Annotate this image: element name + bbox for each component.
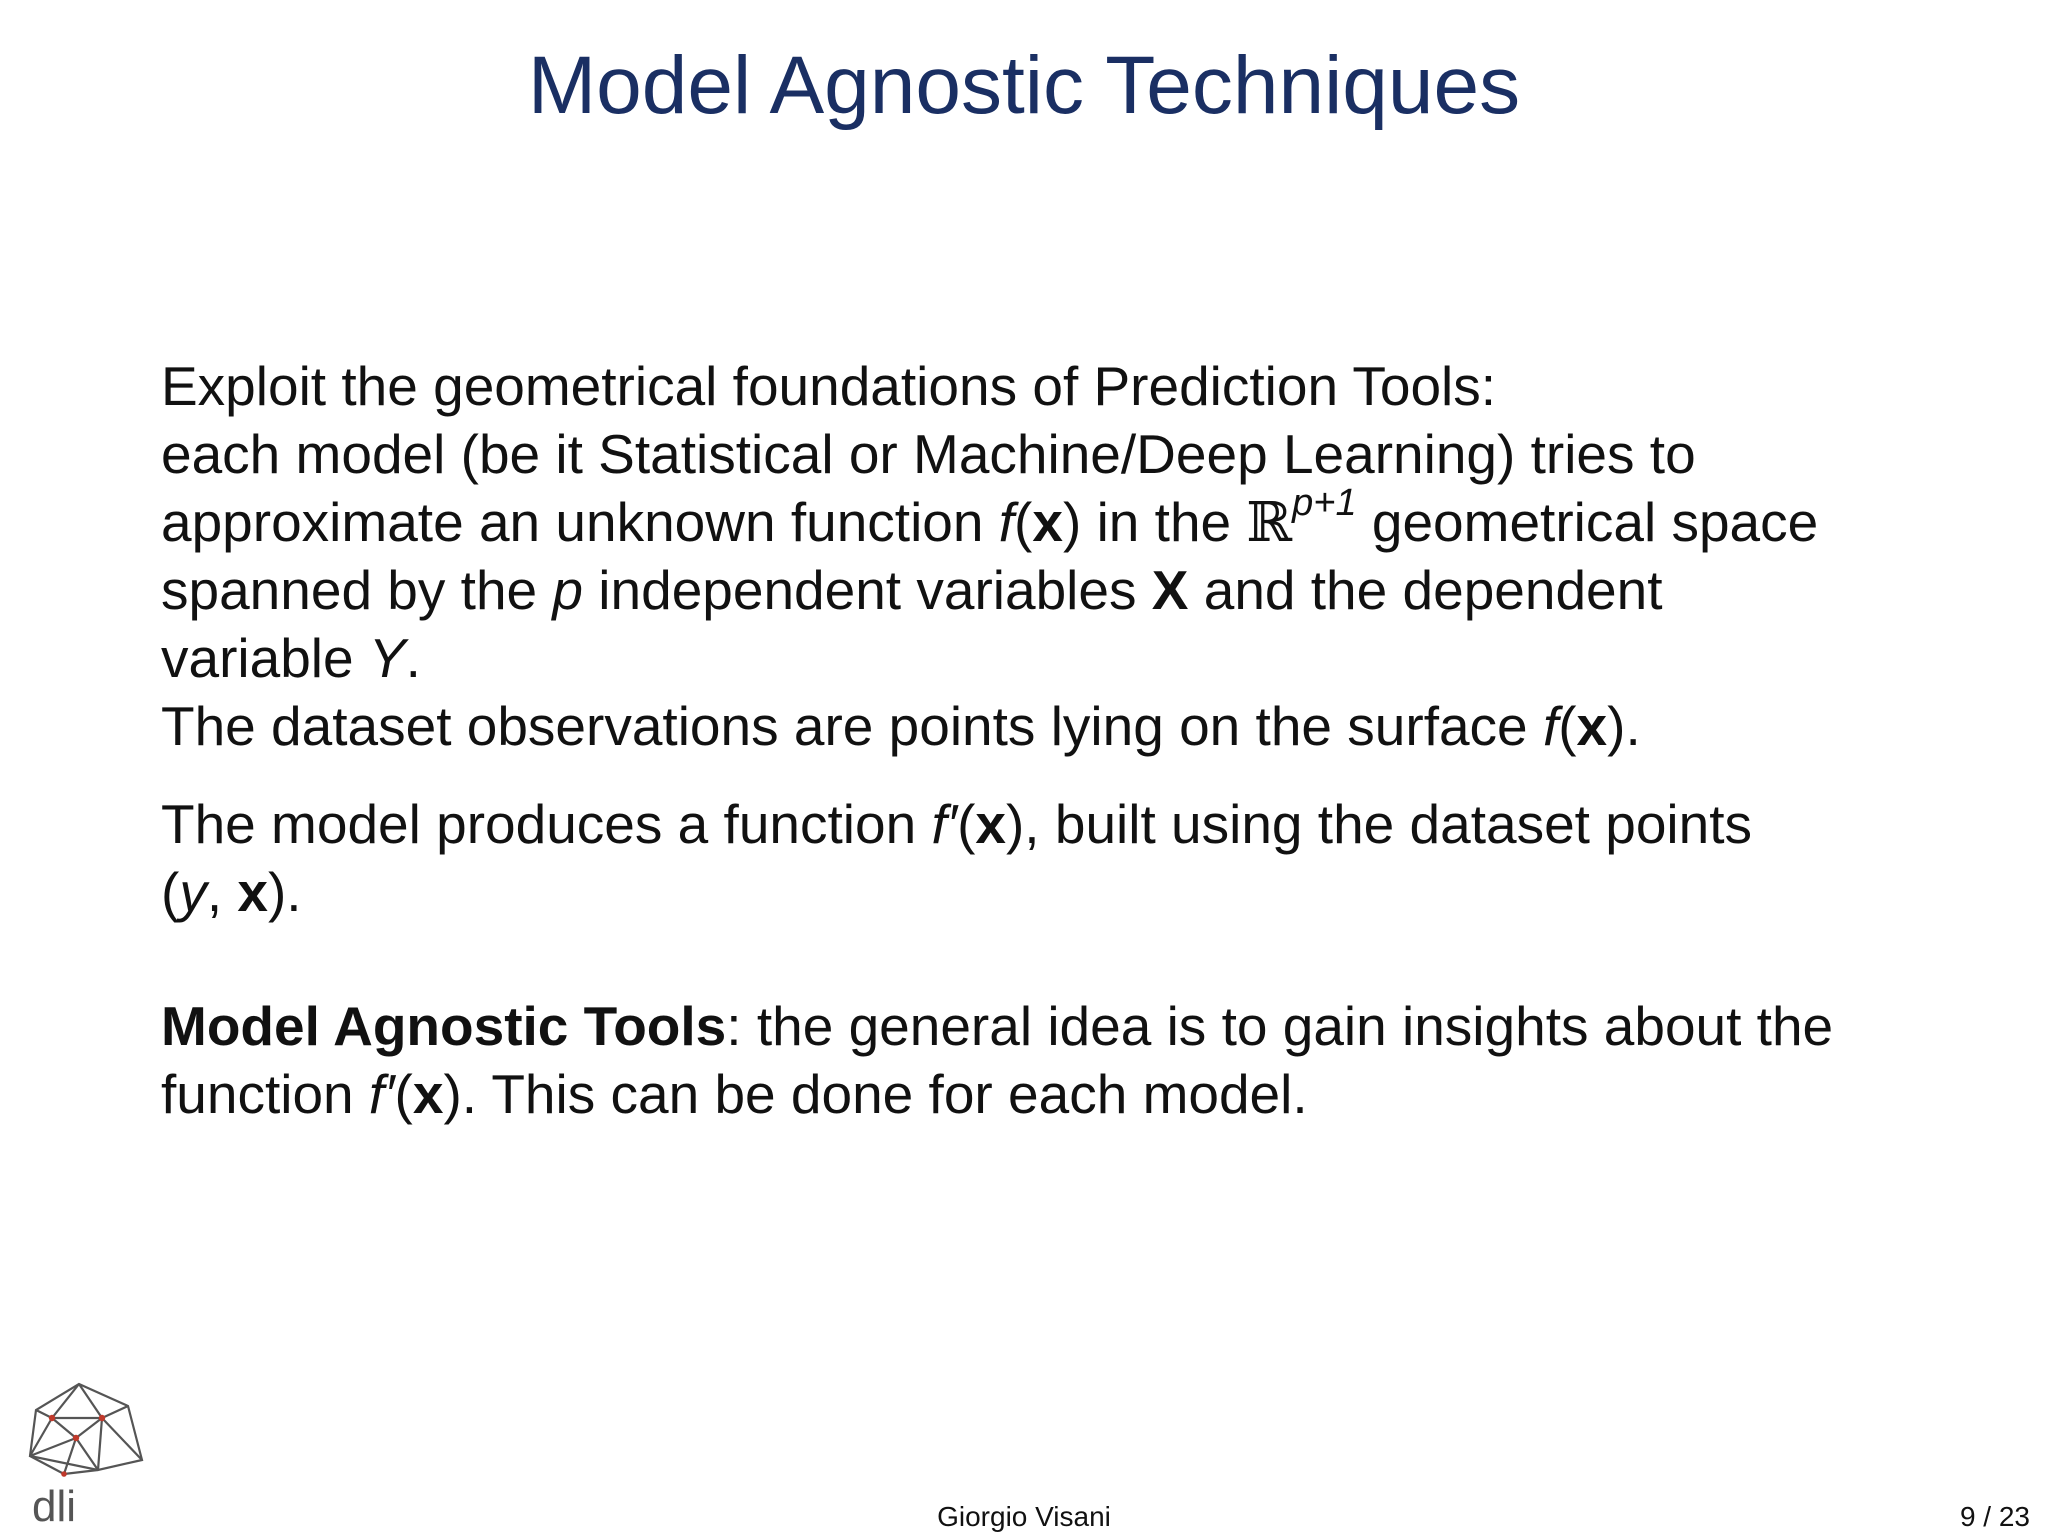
slide-title: Model Agnostic Techniques: [527, 40, 1521, 131]
bold-term: Model Agnostic Tools: [161, 995, 727, 1057]
paragraph-model-agnostic-tools: Model Agnostic Tools: the general idea is to gain insights about the function f′(x). This can be done for each model.: [161, 995, 1834, 1125]
paragraph-geometry: Exploit the geometrical foundations of Prediction Tools: each model (be it Statistical or Machine/Deep Learning) tries to approximate an unknown function f(x) in the ℝ$^{p+1}$ geometrical space spanned by the p independent variables X and the dependent variable Y. The dataset observations are points lying on the surface f(x).: [161, 355, 1819, 757]
paragraph-model-function: The model produces a function f′(x), built using the dataset points (y, x).: [161, 793, 1753, 923]
footer-author: Giorgio Visani: [937, 1501, 1111, 1532]
logo-text: dli: [32, 1482, 77, 1528]
page-number: 9 / 23: [1959, 1501, 2030, 1532]
slide-body: [161, 352, 1921, 1128]
